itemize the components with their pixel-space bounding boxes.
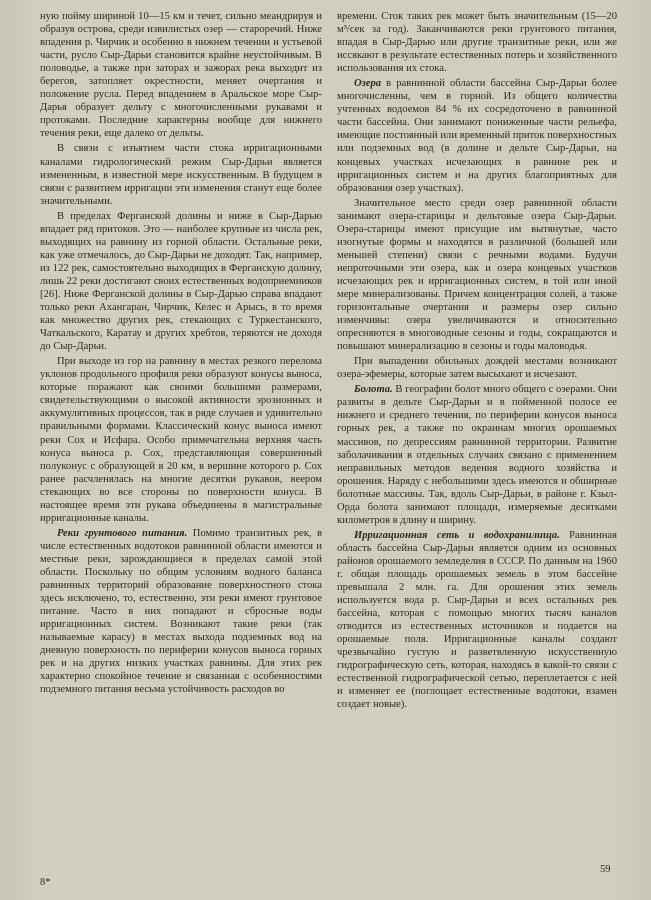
paragraph: При выпадении обильных дождей местами возникают озера-эфемеры, которые затем высыхают и исчезают. xyxy=(337,356,617,381)
section-heading: Реки грунтового питания. xyxy=(56,527,188,539)
section-heading: Болота. xyxy=(353,384,393,396)
section-heading: Ирригационная сеть и водохранилища. xyxy=(353,529,560,541)
left-column xyxy=(40,10,322,696)
page-number: 59 xyxy=(600,864,611,875)
section-heading: Озера xyxy=(353,78,382,90)
paragraph: ную пойму шириной 10—15 км и течет, сильно меандрируя и образуя острова, среди извилистых озер — староречий. Ниже впадения р. Чирчик и особенно в нижнем течении и устьевой части, русло Сыр-Дарьи становится крайне неустойчивым. В половодье, а также при заторах и зажорах река выходит из берегов, затопляет окрестности, меняет очертания и положение русла. Перед впадением в Аральское море Сыр-Дарья образует дельту с многочисленными рукавами и протоками. Последние характерны вообще для нижнего течения реки, еще далеко от дельты. xyxy=(40,11,322,140)
paragraph: Значительное место среди озер равнинной области занимают озера-старицы и дельтовые озера Сыр-Дарьи. Озера-старицы имеют присущие им вытянутые, часто изогнутые формы и находятся в различной (большей или меньшей степени) связи с речными водами. Будучи непроточными эти озера, как и озера концевых участков исчезающих рек и ирригационных систем, в той или иной мере минерализованы. Причем концентрация солей, а также горизонтальные очертания и размеры озер сильно изменчивы: озера увеличиваются и относительно опресняются в многоводные сезоны и годы, сокращаются и повышают минерализацию в сезоны и годы маловодья. xyxy=(337,197,617,353)
paragraph: В связи с изъятием части стока ирригационными каналами гидрологический режим Сыр-Дарьи является измененным, в известной мере искусственным. В будущем в связи с развитием ирригации эти изменения станут еще более значительными. xyxy=(40,143,322,207)
paragraph xyxy=(337,77,617,194)
paragraph xyxy=(40,527,322,697)
paragraph xyxy=(337,383,617,527)
paragraph-text: Равнинная область бассейна Сыр-Дарьи является одним из основных районов орошаемого земледелия в СССР. По данным на 1960 г. общая площадь орошаемых земель в этом бассейне превышала 2 млн. га. Для орошения этих земель используется вода р. Сыр-Дарьи и всех остальных рек бассейна, которая с помощью многих тысяч каналов отводится из естественных источников и подается на орошаемые поля. Ирригационные каналы создают чрезвычайно густую и разветвленную искусственную гидрографическую сеть, которая, находясь в какой-то связи с естественной гидрографической сетью, переплетается с ней и изменяет ее (поглощает естественные водотоки, взамен создает новые). xyxy=(337,529,617,711)
paragraph: В пределах Ферганской долины и ниже в Сыр-Дарью впадает ряд притоков. Это — наиболее крупные из числа рек, выходящих на равнину из горной области. Остальные реки, как уже отмечалось, до Сыр-Дарьи не доходят. Так, например, из 122 рек, самостоятельно выходящих в Ферганскую долину, лишь 22 реки достигают своих естественных водоприемников [26]. Ниже Ферганской долины в Сыр-Дарью справа впадают только реки Ахангаран, Чирчик, Келес и Арысь, в то время как множество других рек, стекающих с Туркестанского, Чаткальского, Каратау и других хребтов, теряются не доходя до Сыр-Дарьи. xyxy=(40,210,322,353)
paragraph xyxy=(337,529,617,712)
paragraph-text: Помимо транзитных рек, в числе естественных водотоков равнинной области имеются и местные реки, зарождающиеся в пределах самой этой области. Поскольку по общим условиям водного баланса равнинных территорий образование поверхностного стока здесь исключено, то, естественно, эти реки имеют грунтовое питание. Часто в них попадают и сбросные воды ирригационных систем. Возникают такие реки (так называемые карасу) в местах выхода подземных вод на дневную поверхность по периферии конусов выноса горных рек и на других низких участках равнины. Для этих рек характерно спокойное течение и связанная с особенностями подземного питания весьма устойчивость расходов во xyxy=(40,527,322,696)
right-column xyxy=(337,10,617,711)
signature-mark: 8* xyxy=(40,877,51,888)
paragraph: времени. Сток таких рек может быть значительным (15—20 м³/сек за год). Заканчиваются реки грунтового питания, впадая в Сыр-Дарью или другие транзитные реки, или же иссякают в результате естественных потерь и хозяйственного использования их стока. xyxy=(337,11,617,75)
paragraph: При выходе из гор на равнину в местах резкого перелома уклонов продольного профиля реки образуют конусы выноса, которые поражают как своими большими размерами, свидетельствующими о высокой активности эрозионных и аккумулятивных процессов, так в ряде случаев и удивительно правильными формами. Классический конус выноса имеют реки Сох и Исфара. Особо примечательна верхняя часть конуса выноса р. Сох, представляющая совершенный полуконус с образующей в 20 км, в вершине которого р. Сох ранее расчленялась на многие десятки рукавов, веером стекающих во все стороны по поверхности конуса. В настоящее время эти рукава объединены в магистральные ирригационные каналы. xyxy=(40,356,322,524)
paragraph-text: В географии болот много общего с озерами. Они развиты в дельте Сыр-Дарьи и в пойменной полосе ее нижнего и среднего течения, по периферии конусов выноса горных рек, а также по окраинам многих орошаемых массивов, по депрессиям равнинной территории. Развитие заболачивания в отдельных случаях связано с применением неправильных методов ведения водного хозяйства и орошения. Наряду с небольшими здесь имеются и обширные болотные массивы. Так, вдоль Сыр-Дарьи, в районе г. Кзыл-Орда болота занимают площади, измеряемые десятками километров в длину и ширину. xyxy=(337,384,617,526)
paragraph-text: в равнинной области бассейна Сыр-Дарьи более многочисленны, чем в горной. Из общего количества учтенных водоемов 84 % их сосредоточено в равнинной части бассейна. Они занимают пониженные части рельефа, имеющие постоянный или временный приток поверхностных или подземных вод (в долине и дельте Сыр-Дарьи, на концевых участках исчезающих в равнине рек и ирригационных систем и на других благоприятных для образования озер участках). xyxy=(337,78,617,194)
